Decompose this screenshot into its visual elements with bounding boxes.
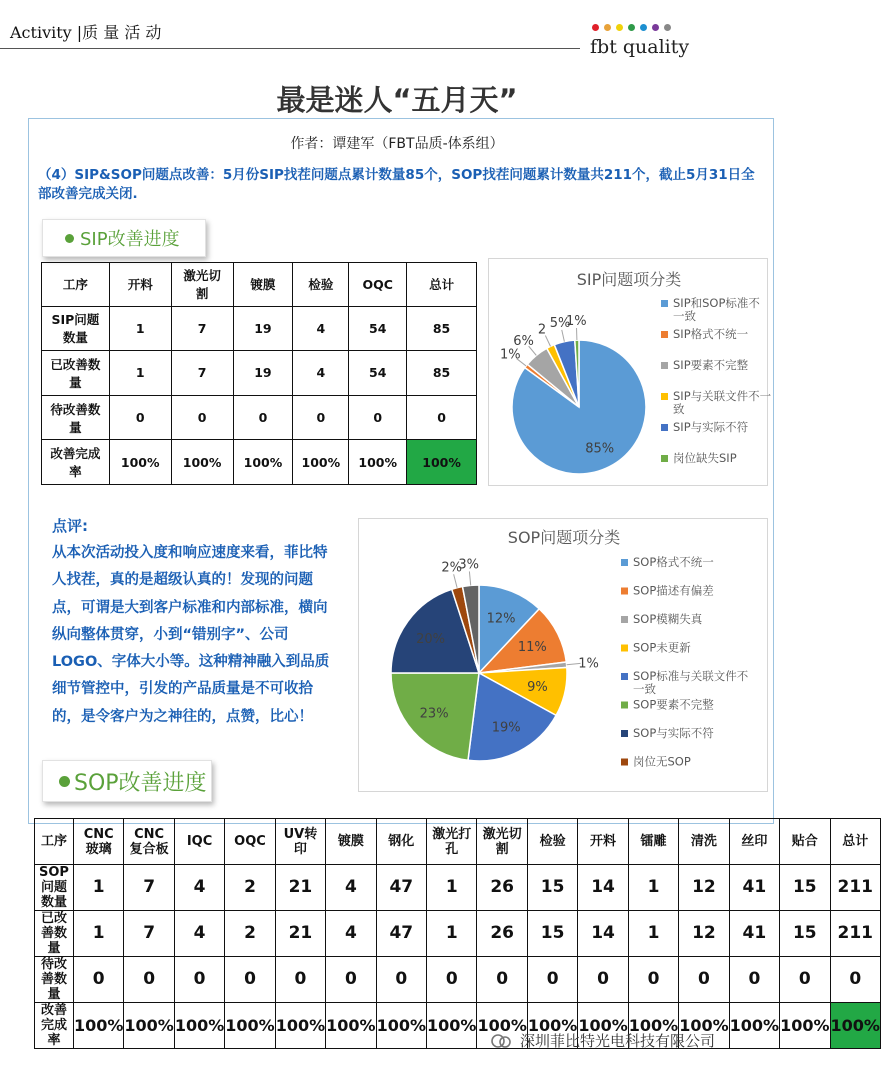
comment-body: 从本次活动投入度和响应速度来看，菲比特人找茬，真的是超级认真的！发现的问题点，可谓是大到客户标准和内部标准，横向纵向整体贯穿，小到“错别字”、公司LOGO、字体大小等。这种精神融入到品质细节管控中，引发的产品质量是不可收拾的，是令客户为之神往的，点赞，比心！ bbox=[52, 545, 330, 725]
legend-label: SOP描述有偏差 bbox=[633, 583, 714, 598]
table-cell: 0 bbox=[109, 395, 171, 440]
table-header-cell: 总计 bbox=[407, 263, 477, 307]
table-cell: 0 bbox=[628, 957, 678, 1003]
table-row bbox=[42, 395, 477, 440]
table-cell: 12 bbox=[679, 865, 729, 911]
legend-swatch bbox=[621, 702, 628, 709]
bullet-dot-icon bbox=[65, 234, 74, 243]
sop-pie-chart bbox=[358, 518, 768, 792]
data-label: 5% bbox=[549, 316, 571, 332]
sop-section-label-text: SOP改善进度 bbox=[74, 770, 207, 796]
table-cell: 0 bbox=[275, 957, 325, 1003]
legend-label: 一致 bbox=[673, 309, 696, 323]
table-cell: 100% bbox=[171, 440, 233, 485]
legend-swatch bbox=[661, 455, 668, 462]
article-title: 最是迷人“五月天” bbox=[276, 83, 518, 117]
table-row-label: SIP问题数量 bbox=[42, 306, 110, 351]
table-cell: 4 bbox=[293, 351, 349, 396]
table-cell: 54 bbox=[349, 306, 407, 351]
table-row-label: 改善完成率 bbox=[42, 440, 110, 485]
table-header-cell: 镀膜 bbox=[326, 819, 376, 865]
table-cell: 0 bbox=[171, 395, 233, 440]
table-cell: 85 bbox=[407, 306, 477, 351]
table-cell: 0 bbox=[124, 957, 174, 1003]
table-cell: 4 bbox=[326, 911, 376, 957]
table-cell: 15 bbox=[527, 865, 577, 911]
table-cell: 100% bbox=[407, 440, 477, 485]
table-cell: 19 bbox=[233, 306, 293, 351]
table-header-cell: 开料 bbox=[109, 263, 171, 307]
table-cell: 100% bbox=[780, 1003, 830, 1049]
legend-label: SIP格式不统一 bbox=[673, 327, 749, 341]
table-header-cell: 工序 bbox=[42, 263, 110, 307]
table-cell: 0 bbox=[349, 395, 407, 440]
table-cell: 100% bbox=[427, 1003, 477, 1049]
leader-line bbox=[545, 336, 550, 347]
leader-line bbox=[562, 330, 565, 342]
data-label: 11% bbox=[517, 639, 547, 655]
table-cell: 41 bbox=[729, 911, 779, 957]
table-cell: 1 bbox=[73, 865, 123, 911]
table-cell: 7 bbox=[171, 306, 233, 351]
table-cell: 100% bbox=[73, 1003, 123, 1049]
table-header-cell: 检验 bbox=[293, 263, 349, 307]
table-cell: 4 bbox=[293, 306, 349, 351]
intro-paragraph: （4）SIP&SOP问题点改善：5月份SIP找茬问题点累计数量85个，SOP找茬问题累计数量共211个，截止5月31日全部改善完成关闭. bbox=[38, 167, 755, 202]
data-label: 1% bbox=[499, 347, 521, 363]
legend-swatch bbox=[661, 300, 668, 307]
table-cell: 15 bbox=[780, 865, 830, 911]
data-label: 2% bbox=[441, 560, 462, 576]
table-header-cell: 镀膜 bbox=[233, 263, 293, 307]
table-cell: 4 bbox=[174, 911, 224, 957]
table-header-cell: 总计 bbox=[830, 819, 880, 865]
leader-line bbox=[469, 571, 470, 585]
legend-label: SIP和SOP标准不 bbox=[673, 296, 760, 310]
legend-label: 致 bbox=[673, 402, 685, 416]
table-cell: 100% bbox=[109, 440, 171, 485]
table-row bbox=[42, 440, 477, 485]
wechat-icon bbox=[490, 1033, 512, 1049]
brand-dot bbox=[652, 24, 659, 31]
table-cell: 1 bbox=[73, 911, 123, 957]
table-cell: 0 bbox=[427, 957, 477, 1003]
table-row bbox=[42, 351, 477, 396]
table-cell: 0 bbox=[407, 395, 477, 440]
legend-swatch bbox=[621, 645, 628, 652]
table-row bbox=[35, 957, 881, 1003]
legend-label: 一致 bbox=[633, 682, 656, 696]
brand-dot bbox=[592, 24, 599, 31]
data-label: 20% bbox=[416, 631, 446, 647]
table-cell: 1 bbox=[427, 911, 477, 957]
table-cell: 1 bbox=[109, 306, 171, 351]
watermark-text: 深圳菲比特光电科技有限公司 bbox=[520, 1032, 716, 1050]
legend-swatch bbox=[621, 730, 628, 737]
table-cell: 85 bbox=[407, 351, 477, 396]
table-cell: 100% bbox=[679, 1003, 729, 1049]
header-rule bbox=[0, 48, 580, 49]
table-cell: 0 bbox=[729, 957, 779, 1003]
table-cell: 100% bbox=[729, 1003, 779, 1049]
table-header-cell: 钢化 bbox=[376, 819, 426, 865]
sip-progress-table bbox=[41, 262, 477, 485]
table-header-cell: CNC玻璃 bbox=[73, 819, 123, 865]
legend-label: SOP要素不完整 bbox=[633, 697, 714, 712]
legend-swatch bbox=[661, 362, 668, 369]
table-cell: 1 bbox=[628, 865, 678, 911]
table-cell: 0 bbox=[233, 395, 293, 440]
legend-label: SOP模糊失真 bbox=[633, 612, 703, 626]
legend-swatch bbox=[621, 673, 628, 680]
table-cell: 100% bbox=[326, 1003, 376, 1049]
table-row bbox=[42, 306, 477, 351]
table-header-row bbox=[42, 263, 477, 307]
table-cell: 7 bbox=[124, 911, 174, 957]
data-label: 2 bbox=[537, 322, 547, 338]
table-header-cell: CNC复合板 bbox=[124, 819, 174, 865]
watermark bbox=[490, 1030, 715, 1051]
table-cell: 100% bbox=[527, 1003, 577, 1049]
table-cell: 1 bbox=[427, 865, 477, 911]
legend-swatch bbox=[661, 331, 668, 338]
table-cell: 0 bbox=[679, 957, 729, 1003]
brand-dot bbox=[640, 24, 647, 31]
table-row-label: 已改善数量 bbox=[35, 911, 74, 957]
table-cell: 100% bbox=[477, 1003, 527, 1049]
table-header-cell: 清洗 bbox=[679, 819, 729, 865]
table-cell: 0 bbox=[830, 957, 880, 1003]
brand-dot bbox=[616, 24, 623, 31]
table-cell: 0 bbox=[293, 395, 349, 440]
table-row bbox=[35, 911, 881, 957]
data-label: 9% bbox=[527, 680, 548, 696]
table-cell: 21 bbox=[275, 911, 325, 957]
sip-pie-chart bbox=[488, 258, 772, 486]
table-header-cell: 激光打孔 bbox=[427, 819, 477, 865]
table-cell: 7 bbox=[171, 351, 233, 396]
table-cell: 0 bbox=[174, 957, 224, 1003]
table-cell: 19 bbox=[233, 351, 293, 396]
table-header-cell: 检验 bbox=[527, 819, 577, 865]
table-cell: 26 bbox=[477, 911, 527, 957]
data-label: 12% bbox=[486, 611, 516, 627]
table-cell: 100% bbox=[830, 1003, 880, 1049]
legend-label: SOP与实际不符 bbox=[633, 726, 714, 740]
legend-label: 岗位缺失SIP bbox=[673, 451, 737, 465]
legend-label: SOP未更新 bbox=[633, 640, 691, 655]
brand-dot bbox=[604, 24, 611, 31]
legend-label: SIP要素不完整 bbox=[673, 358, 749, 372]
sop-section-label bbox=[42, 760, 212, 802]
table-row-label: 待改善数量 bbox=[42, 395, 110, 440]
table-cell: 100% bbox=[376, 1003, 426, 1049]
table-cell: 100% bbox=[275, 1003, 325, 1049]
table-cell: 100% bbox=[349, 440, 407, 485]
table-cell: 4 bbox=[174, 865, 224, 911]
table-header-cell: UV转印 bbox=[275, 819, 325, 865]
data-label: 6% bbox=[513, 333, 534, 349]
table-cell: 54 bbox=[349, 351, 407, 396]
table-cell: 100% bbox=[628, 1003, 678, 1049]
leader-line bbox=[454, 574, 457, 588]
chart-title: SOP问题项分类 bbox=[507, 528, 621, 547]
table-cell: 100% bbox=[578, 1003, 628, 1049]
table-cell: 2 bbox=[225, 911, 275, 957]
table-cell: 100% bbox=[225, 1003, 275, 1049]
author-line: 作者：谭建军（FBT品质-体系组） bbox=[290, 136, 504, 152]
table-row-label: SOP问题数量 bbox=[35, 865, 74, 911]
data-label: 3% bbox=[458, 557, 479, 573]
table-row-label: 已改善数量 bbox=[42, 351, 110, 396]
table-cell: 4 bbox=[326, 865, 376, 911]
legend-swatch bbox=[621, 616, 628, 623]
comment-title: 点评: bbox=[52, 517, 88, 535]
table-row-label: 待改善数量 bbox=[35, 957, 74, 1003]
table-cell: 100% bbox=[233, 440, 293, 485]
legend-swatch bbox=[621, 559, 628, 566]
table-cell: 15 bbox=[527, 911, 577, 957]
table-cell: 100% bbox=[174, 1003, 224, 1049]
table-cell: 0 bbox=[578, 957, 628, 1003]
table-cell: 0 bbox=[780, 957, 830, 1003]
table-header-cell: 丝印 bbox=[729, 819, 779, 865]
table-cell: 211 bbox=[830, 865, 880, 911]
data-label: 1% bbox=[578, 656, 599, 672]
sip-section-label-text: SIP改善进度 bbox=[80, 229, 180, 250]
table-cell: 1 bbox=[109, 351, 171, 396]
brand-dot bbox=[664, 24, 671, 31]
table-header-cell: 镭雕 bbox=[628, 819, 678, 865]
table-cell: 0 bbox=[376, 957, 426, 1003]
table-cell: 211 bbox=[830, 911, 880, 957]
legend-label: SOP标准与关联文件不 bbox=[633, 669, 749, 683]
table-cell: 0 bbox=[73, 957, 123, 1003]
legend-label: SOP格式不统一 bbox=[633, 555, 714, 569]
table-cell: 2 bbox=[225, 865, 275, 911]
brand-logo-text: fbt quality bbox=[590, 36, 690, 58]
legend-label: SIP与实际不符 bbox=[673, 420, 749, 434]
table-header-cell: 激光切割 bbox=[171, 263, 233, 307]
chart-title: SIP问题项分类 bbox=[576, 270, 682, 289]
legend-label: SIP与关联文件不一 bbox=[673, 389, 772, 403]
legend-swatch bbox=[621, 759, 628, 766]
data-label: 19% bbox=[491, 720, 521, 736]
table-header-cell: IQC bbox=[174, 819, 224, 865]
data-label: 23% bbox=[419, 706, 449, 722]
brand-dots bbox=[592, 24, 671, 31]
table-cell: 14 bbox=[578, 865, 628, 911]
table-cell: 26 bbox=[477, 865, 527, 911]
bullet-dot-icon bbox=[59, 776, 70, 787]
table-cell: 0 bbox=[225, 957, 275, 1003]
table-cell: 0 bbox=[477, 957, 527, 1003]
sop-progress-table bbox=[34, 818, 881, 1049]
table-cell: 47 bbox=[376, 865, 426, 911]
table-cell: 41 bbox=[729, 865, 779, 911]
legend-label: 岗位无SOP bbox=[633, 754, 691, 769]
table-cell: 15 bbox=[780, 911, 830, 957]
table-cell: 12 bbox=[679, 911, 729, 957]
table-row-label: 改善完成率 bbox=[35, 1003, 74, 1049]
header-section-label: Activity |质 量 活 动 bbox=[10, 23, 162, 42]
table-cell: 0 bbox=[326, 957, 376, 1003]
table-header-cell: 激光切割 bbox=[477, 819, 527, 865]
legend-swatch bbox=[621, 588, 628, 595]
table-cell: 100% bbox=[293, 440, 349, 485]
table-cell: 0 bbox=[527, 957, 577, 1003]
legend-swatch bbox=[661, 424, 668, 431]
brand-dot bbox=[628, 24, 635, 31]
sip-section-label bbox=[42, 219, 206, 257]
table-header-row bbox=[35, 819, 881, 865]
table-cell: 47 bbox=[376, 911, 426, 957]
table-header-cell: OQC bbox=[225, 819, 275, 865]
data-label: 85% bbox=[585, 441, 615, 457]
table-header-cell: 贴合 bbox=[780, 819, 830, 865]
legend-swatch bbox=[661, 393, 668, 400]
table-cell: 100% bbox=[124, 1003, 174, 1049]
table-cell: 21 bbox=[275, 865, 325, 911]
table-header-cell: 开料 bbox=[578, 819, 628, 865]
table-cell: 1 bbox=[628, 911, 678, 957]
table-row bbox=[35, 865, 881, 911]
table-cell: 14 bbox=[578, 911, 628, 957]
data-label: 1% bbox=[565, 314, 587, 330]
table-row bbox=[35, 1003, 881, 1049]
table-cell: 7 bbox=[124, 865, 174, 911]
table-header-cell: 工序 bbox=[35, 819, 74, 865]
table-header-cell: OQC bbox=[349, 263, 407, 307]
